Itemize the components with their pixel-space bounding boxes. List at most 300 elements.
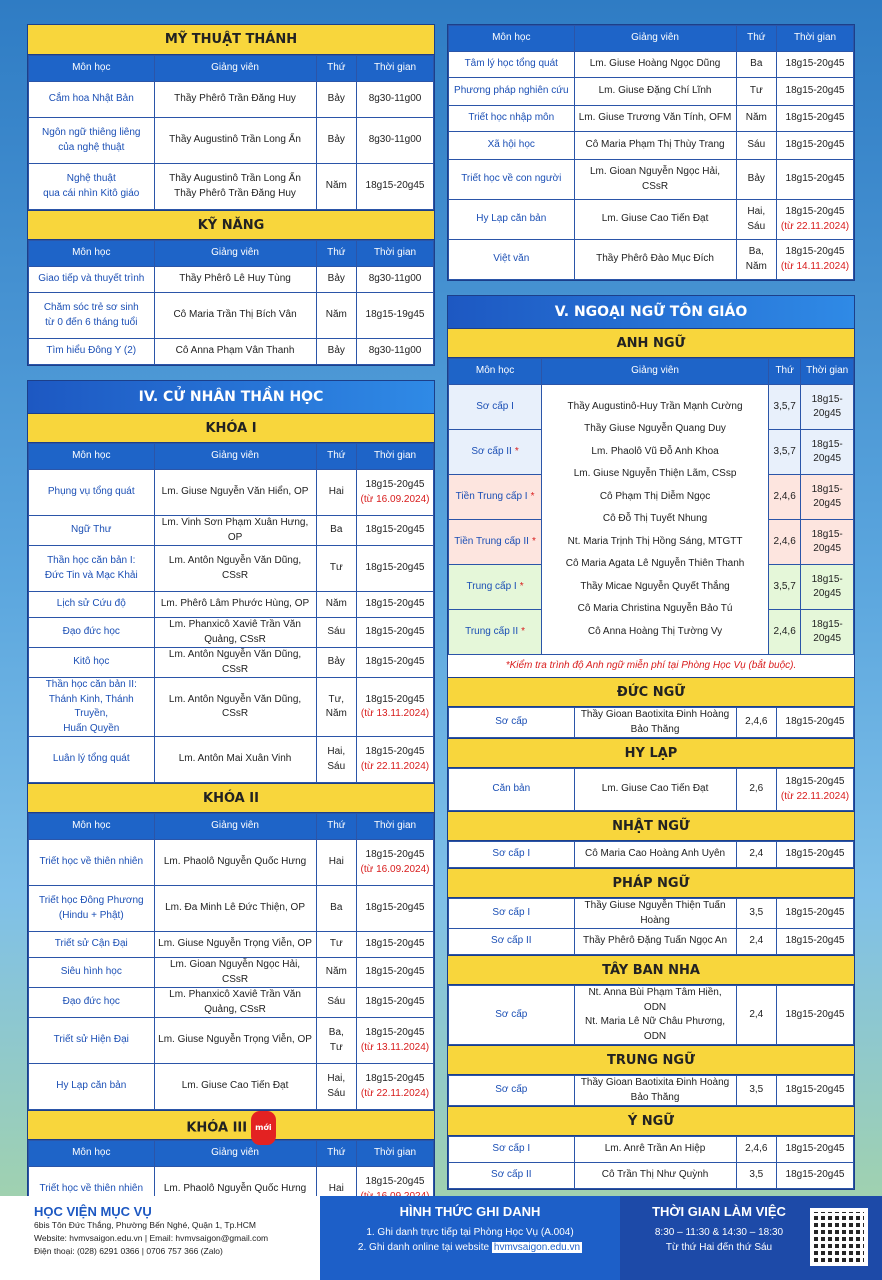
column-header: Giảng viên — [154, 56, 316, 82]
table-header-row — [449, 359, 854, 385]
my-thuat-table — [28, 55, 434, 210]
course-name: Sơ cấp — [449, 1076, 575, 1106]
time-value: 18g15-20g45 — [785, 1008, 845, 1020]
lecturer: Cô Phạm Thị Diễm Ngọc — [599, 490, 711, 502]
time-value: 18g15-20g45 — [785, 139, 845, 151]
table-row — [449, 1163, 854, 1189]
weekday: 2,4,6 — [736, 1137, 777, 1163]
table-row — [29, 886, 434, 932]
ky-nang-title: KỸ NĂNG — [28, 210, 434, 240]
time — [777, 1163, 854, 1189]
time — [777, 78, 854, 106]
org-name: HỌC VIỆN MỤC VỤ — [34, 1204, 152, 1219]
level-name: Tiền Trung cấp II — [454, 535, 529, 547]
nhat-ngu-title: NHẬT NGỮ — [448, 811, 854, 841]
start-date: (từ 22.11.2024) — [360, 1087, 430, 1099]
weekday: 3,5 — [736, 899, 777, 929]
time — [777, 929, 854, 955]
course-name: Ngữ Thư — [29, 516, 155, 546]
weekday: Tư — [736, 78, 777, 106]
weekday: Ba, Tư — [316, 1018, 357, 1064]
table-row — [449, 52, 854, 78]
time — [777, 240, 854, 280]
time-value: 8g30-11g00 — [368, 273, 422, 285]
time-value: 18g15-20g45 — [365, 1073, 425, 1084]
right-column — [447, 24, 855, 1204]
lecturer: Lm. Antôn Nguyễn Văn Dũng, CSsR — [154, 678, 316, 737]
weekday: Bảy — [736, 160, 777, 200]
course-name: Sơ cấp I — [449, 842, 575, 868]
lecturer: Cô Anna Phạm Vân Thanh — [154, 339, 316, 365]
weekday: Tư — [316, 932, 357, 958]
lecturer: Lm. Phanxicô Xaviê Trần Văn Quảng, CSsR — [154, 618, 316, 648]
lecturer: Lm. Phaolô Nguyễn Quốc Hưng — [154, 1167, 316, 1213]
course-name: Giao tiếp và thuyết trình — [29, 267, 155, 293]
table-row — [29, 164, 434, 210]
table-row — [449, 842, 854, 868]
column-header: Thứ — [316, 241, 357, 267]
course-name: Triết học Đông Phương (Hindu + Phật) — [29, 886, 155, 932]
required-star: * — [530, 490, 535, 502]
time — [777, 769, 854, 811]
time — [357, 678, 434, 737]
table-row — [449, 385, 854, 430]
weekday: 2,4,6 — [768, 610, 800, 655]
column-header: Môn học — [449, 26, 575, 52]
table-row — [29, 293, 434, 339]
column-header: Giảng viên — [154, 1141, 316, 1167]
table-row — [29, 988, 434, 1018]
table-row — [29, 339, 434, 365]
time-value: 8g30-11g00 — [368, 134, 422, 146]
duc-ngu-title: ĐỨC NGỮ — [448, 677, 854, 707]
time-value: 18g15-20g45 — [365, 479, 425, 490]
table-row — [29, 82, 434, 118]
khoa1-table — [28, 443, 434, 783]
course-name: Nghệ thuật qua cái nhìn Kitô giáo — [29, 164, 155, 210]
time-value: 18g15-20g45 — [785, 85, 845, 97]
column-header: Giảng viên — [154, 814, 316, 840]
weekday: 3,5,7 — [768, 565, 800, 610]
required-star: * — [531, 535, 536, 547]
table-row — [29, 1018, 434, 1064]
weekday: 2,4 — [736, 986, 777, 1045]
weekday: Hai, Sáu — [736, 200, 777, 240]
time — [777, 842, 854, 868]
time — [357, 592, 434, 618]
column-header: Thời gian — [357, 814, 434, 840]
hours-time: 8:30 – 11:30 & 14:30 – 18:30 — [654, 1227, 784, 1238]
column-header: Thứ — [316, 444, 357, 470]
course-name: Luân lý tổng quát — [29, 737, 155, 783]
time-value: 18g15-20g45 — [785, 848, 845, 860]
footer-hours — [620, 1196, 882, 1280]
y-ngu-table — [448, 1136, 854, 1189]
weekday: Ba, Năm — [736, 240, 777, 280]
weekday: 2,4,6 — [736, 708, 777, 738]
course-name: Phương pháp nghiên cứu — [449, 78, 575, 106]
table-row — [29, 678, 434, 737]
hy-lap-title: HY LẠP — [448, 738, 854, 768]
level-name: Sơ cấp I — [476, 400, 514, 412]
course-name: Sơ cấp II — [449, 1163, 575, 1189]
time-value: 18g15-20g45 — [785, 907, 845, 919]
time — [777, 200, 854, 240]
course-name: Đạo đức học — [29, 988, 155, 1018]
trung-ngu-table — [448, 1075, 854, 1106]
time — [777, 986, 854, 1045]
course-name: Cắm hoa Nhật Bản — [29, 82, 155, 118]
table-row — [29, 737, 434, 783]
table-row — [449, 708, 854, 738]
course-name: Việt văn — [449, 240, 575, 280]
footer-registration — [320, 1196, 620, 1280]
table-row — [449, 769, 854, 811]
time-value: 18g15-20g45 — [785, 1084, 845, 1096]
table-row — [29, 932, 434, 958]
footer-contact — [0, 1196, 320, 1280]
lecturer: Lm. Giuse Nguyễn Trọng Viễn, OP — [154, 1018, 316, 1064]
course-name: Triết học về thiên nhiên — [29, 1167, 155, 1213]
time-value: 18g15-20g45 — [365, 598, 425, 610]
lecturer: Cô Maria Cao Hoàng Anh Uyên — [574, 842, 736, 868]
time: 18g15-20g45 — [801, 610, 854, 655]
time-value: 18g15-20g45 — [785, 206, 845, 217]
course-name — [449, 385, 542, 430]
course-name: Triết học về thiên nhiên — [29, 840, 155, 886]
weekday: Ba — [316, 516, 357, 546]
khoa3-title-text: KHÓA III — [186, 1120, 248, 1136]
weekday: Bảy — [316, 82, 357, 118]
course-name: Hy Lạp căn bản — [449, 200, 575, 240]
duc-ngu-table — [448, 707, 854, 738]
time — [357, 470, 434, 516]
weekday: Ba — [316, 886, 357, 932]
course-name: Phụng vụ tổng quát — [29, 470, 155, 516]
course-name — [449, 610, 542, 655]
lecturer: Lm. Giuse Nguyễn Văn Hiển, OP — [154, 470, 316, 516]
time-value: 18g15-20g45 — [365, 746, 425, 757]
table-row — [449, 929, 854, 955]
weekday: Sáu — [736, 132, 777, 160]
time — [357, 932, 434, 958]
tay-ban-nha-table — [448, 985, 854, 1045]
time: 18g15-20g45 — [801, 565, 854, 610]
right-top-section — [447, 24, 855, 281]
trung-ngu-title: TRUNG NGỮ — [448, 1045, 854, 1075]
lecturer: Lm. Giuse Cao Tiến Đạt — [574, 769, 736, 811]
anh-ngu-note: *Kiểm tra trình độ Anh ngữ miễn phí tại Phòng Học Vụ (bắt buộc). — [505, 660, 797, 671]
cu-nhan-section — [27, 380, 435, 1214]
time-value: 18g15-20g45 — [365, 996, 425, 1008]
lecturer: Thầy Giuse Nguyễn Thiện Tuấn Hoàng — [574, 899, 736, 929]
table-header-row — [29, 241, 434, 267]
lecturer: Lm. Giuse Nguyễn Thiện Lãm, CSsp — [573, 468, 737, 480]
weekday: Tư — [316, 546, 357, 592]
lecturer: Thầy Gioan Baotixita Đinh Hoàng Bảo Thăng — [574, 708, 736, 738]
table-row — [29, 516, 434, 546]
time — [777, 1076, 854, 1106]
time-value: 18g15-20g45 — [785, 776, 845, 787]
lecturer: Thầy Phêrô Lê Huy Tùng — [154, 267, 316, 293]
weekday: Bảy — [316, 267, 357, 293]
table-row — [29, 958, 434, 988]
time-value: 18g15-20g45 — [365, 562, 425, 574]
course-name: Triết sử Hiện Đại — [29, 1018, 155, 1064]
table-row — [449, 899, 854, 929]
column-header: Môn học — [29, 444, 155, 470]
lecturer: Thầy Phêrô Đặng Tuấn Ngọc An — [574, 929, 736, 955]
time — [357, 267, 434, 293]
hours-title: THỜI GIAN LÀM VIỆC — [652, 1204, 786, 1219]
table-row — [29, 840, 434, 886]
course-name: Thần học căn bản II: Thánh Kinh, Thánh Truyền, Huấn Quyền — [29, 678, 155, 737]
weekday: Năm — [316, 958, 357, 988]
start-date: (từ 13.11.2024) — [360, 1041, 430, 1053]
table-row — [29, 470, 434, 516]
weekday: 2,4,6 — [768, 520, 800, 565]
table-row — [449, 986, 854, 1045]
table-header-row — [29, 814, 434, 840]
column-header: Thứ — [736, 26, 777, 52]
khoa1-title: KHÓA I — [28, 413, 434, 443]
time: 18g15-20g45 — [801, 520, 854, 565]
table-row — [449, 106, 854, 132]
weekday: Sáu — [316, 988, 357, 1018]
course-name: Đạo đức học — [29, 618, 155, 648]
ngoai-ngu-title: V. NGOẠI NGỮ TÔN GIÁO — [448, 296, 854, 328]
table-row — [29, 267, 434, 293]
course-name: Ngôn ngữ thiêng liêng của nghệ thuật — [29, 118, 155, 164]
course-name: Tìm hiểu Đông Y (2) — [29, 339, 155, 365]
required-star: * — [519, 580, 524, 592]
course-name — [449, 475, 542, 520]
lecturer: Lm. Đa Minh Lê Đức Thiện, OP — [154, 886, 316, 932]
column-header: Giảng viên — [542, 359, 769, 385]
lecturer: Nt. Anna Bùi Phạm Tâm Hiền, ODN Nt. Maria Lê Nữ Châu Phương, ODN — [574, 986, 736, 1045]
time — [357, 546, 434, 592]
khoa2-title: KHÓA II — [28, 783, 434, 813]
table-row — [449, 1076, 854, 1106]
table-row — [29, 618, 434, 648]
column-header: Giảng viên — [574, 26, 736, 52]
time — [357, 516, 434, 546]
time — [777, 899, 854, 929]
table-row — [449, 200, 854, 240]
lecturer: Lm. Phêrô Lâm Phước Hùng, OP — [154, 592, 316, 618]
time-value: 8g30-11g00 — [368, 345, 422, 357]
weekday: Năm — [736, 106, 777, 132]
table-header-row — [449, 26, 854, 52]
column-header: Thời gian — [777, 26, 854, 52]
time — [777, 132, 854, 160]
time — [357, 1064, 434, 1110]
level-name: Trung cấp I — [466, 580, 517, 592]
table-row — [29, 546, 434, 592]
time-value: 18g15-20g45 — [365, 1176, 425, 1187]
lecturer: Thầy Augustinô Trần Long Ẩn — [154, 118, 316, 164]
time — [357, 164, 434, 210]
lecturer: Thầy Phêrô Đào Mục Đích — [574, 240, 736, 280]
time-value: 18g15-20g45 — [365, 626, 425, 638]
course-name: Hy Lạp căn bản — [29, 1064, 155, 1110]
start-date: (từ 22.11.2024) — [780, 790, 850, 802]
start-date: (từ 14.11.2024) — [780, 260, 850, 272]
lecturer: Cô Trần Thị Như Quỳnh — [574, 1163, 736, 1189]
cu-nhan-title: IV. CỬ NHÂN THẦN HỌC — [28, 381, 434, 413]
level-name: Trung cấp II — [465, 625, 519, 637]
weekday: 2,4 — [736, 929, 777, 955]
weekday: 3,5 — [736, 1163, 777, 1189]
lecturer: Thầy Augustinô Trần Long Ẩn Thầy Phêrô Trần Đăng Huy — [154, 164, 316, 210]
time — [357, 293, 434, 339]
weekday: Ba — [736, 52, 777, 78]
qr-code-icon[interactable] — [810, 1208, 868, 1266]
course-name: Xã hội học — [449, 132, 575, 160]
lecturer: Lm. Antôn Nguyễn Văn Dũng, CSsR — [154, 648, 316, 678]
lecturer: Cô Đỗ Thị Tuyết Nhung — [602, 513, 708, 525]
anh-ngu-table — [448, 358, 854, 655]
column-header: Thứ — [768, 359, 800, 385]
time — [357, 886, 434, 932]
time-value: 18g15-20g45 — [365, 902, 425, 914]
my-thuat-section — [27, 24, 435, 366]
weekday: Bảy — [316, 339, 357, 365]
right-top-table — [448, 25, 854, 280]
table-row — [29, 118, 434, 164]
time-value: 18g15-20g45 — [785, 112, 845, 124]
footer — [0, 1196, 882, 1280]
lecturer: Lm. Gioan Nguyễn Ngọc Hải, CSsR — [154, 958, 316, 988]
anh-ngu-title: ANH NGỮ — [448, 328, 854, 358]
time-value: 18g15-20g45 — [365, 693, 425, 705]
start-date: (từ 16.09.2024) — [360, 493, 430, 505]
course-name: Căn bản — [449, 769, 575, 811]
weekday: Bảy — [316, 118, 357, 164]
start-date: (từ 22.11.2024) — [360, 760, 430, 772]
course-name: Sơ cấp II — [449, 929, 575, 955]
lecturer: Lm. Giuse Hoàng Ngọc Dũng — [574, 52, 736, 78]
time-value: 18g15-20g45 — [365, 849, 425, 860]
required-star: * — [521, 625, 526, 637]
time-value: 18g15-19g45 — [365, 309, 425, 321]
time — [777, 1137, 854, 1163]
ngoai-ngu-section — [447, 295, 855, 1190]
course-name: Sơ cấp — [449, 986, 575, 1045]
table-header-row — [29, 56, 434, 82]
lecturer: Lm. Giuse Trương Văn Tính, OFM — [574, 106, 736, 132]
lecturer: Thầy Augustinô-Huy Trần Mạnh Cường — [567, 400, 743, 412]
time-value: 18g15-20g45 — [785, 246, 845, 257]
weekday: 2,4 — [736, 842, 777, 868]
time-value: 18g15-20g45 — [365, 656, 425, 668]
column-header: Thứ — [316, 1141, 357, 1167]
table-header-row — [29, 444, 434, 470]
time — [777, 160, 854, 200]
contact-links[interactable]: Website: hvmvsaigon.edu.vn | Email: hvmvsaigon@gmail.com — [34, 1233, 269, 1243]
column-header: Thứ — [316, 814, 357, 840]
time: 18g15-20g45 — [801, 385, 854, 430]
time — [357, 988, 434, 1018]
column-header: Môn học — [29, 241, 155, 267]
lecturer: Lm. Phaolô Nguyễn Quốc Hưng — [154, 840, 316, 886]
new-badge: mới — [251, 1111, 276, 1145]
level-name: Sơ cấp II — [471, 445, 512, 457]
column-header: Giảng viên — [154, 241, 316, 267]
course-name: Thần học căn bản I: Đức Tin và Mạc Khải — [29, 546, 155, 592]
phap-ngu-table — [448, 898, 854, 955]
lecturer: Lm. Antôn Mai Xuân Vinh — [154, 737, 316, 783]
weekday: Bảy — [316, 648, 357, 678]
course-name — [449, 520, 542, 565]
weekday: Hai — [316, 470, 357, 516]
table-row — [449, 78, 854, 106]
phap-ngu-title: PHÁP NGỮ — [448, 868, 854, 898]
table-row — [29, 1064, 434, 1110]
column-header: Môn học — [449, 359, 542, 385]
left-column — [27, 24, 435, 1228]
course-name: Kitô học — [29, 648, 155, 678]
time-value: 18g15-20g45 — [785, 716, 845, 728]
my-thuat-title: MỸ THUẬT THÁNH — [28, 25, 434, 55]
column-header: Thời gian — [357, 444, 434, 470]
registration-website-link[interactable]: hvmvsaigon.edu.vn — [493, 1242, 581, 1253]
weekday: Tư, Năm — [316, 678, 357, 737]
course-name: Chăm sóc trẻ sơ sinh từ 0 đến 6 tháng tuổi — [29, 293, 155, 339]
lecturer: Lm. Giuse Đặng Chí Lĩnh — [574, 78, 736, 106]
table-row — [449, 240, 854, 280]
course-name: Triết sử Cận Đại — [29, 932, 155, 958]
lecturer: Lm. Vinh Sơn Phạm Xuân Hưng, OP — [154, 516, 316, 546]
course-name: Triết học nhập môn — [449, 106, 575, 132]
lecturer: Lm. Giuse Cao Tiến Đạt — [154, 1064, 316, 1110]
table-row — [449, 1137, 854, 1163]
lecturer: Cô Maria Christina Nguyễn Bảo Tú — [577, 603, 733, 615]
time — [777, 708, 854, 738]
time-value: 18g15-20g45 — [365, 1027, 425, 1038]
weekday: Hai, Sáu — [316, 1064, 357, 1110]
hours-days: Từ thứ Hai đến thứ Sáu — [665, 1242, 773, 1253]
weekday: 3,5,7 — [768, 430, 800, 475]
time: 18g15-20g45 — [801, 475, 854, 520]
time-value: 18g15-20g45 — [365, 524, 425, 536]
weekday: Năm — [316, 164, 357, 210]
khoa3-title — [28, 1110, 434, 1140]
lecturer: Lm. Phaolô Vũ Đỗ Anh Khoa — [591, 445, 719, 457]
time — [357, 1018, 434, 1064]
time — [357, 82, 434, 118]
time — [357, 958, 434, 988]
lecturer: Lm. Antôn Nguyễn Văn Dũng, CSsR — [154, 546, 316, 592]
time-value: 18g15-20g45 — [365, 180, 425, 192]
time-value: 18g15-20g45 — [785, 173, 845, 185]
lecturer: Lm. Phanxicô Xaviê Trần Văn Quảng, CSsR — [154, 988, 316, 1018]
lecturer: Cô Maria Phạm Thị Thùy Trang — [574, 132, 736, 160]
column-header: Thứ — [316, 56, 357, 82]
table-header-row — [29, 1141, 434, 1167]
course-name: Sơ cấp I — [449, 899, 575, 929]
weekday: 2,6 — [736, 769, 777, 811]
weekday: Hai — [316, 840, 357, 886]
level-name: Tiền Trung cấp I — [455, 490, 528, 502]
time-value: 18g15-20g45 — [365, 966, 425, 978]
column-header: Môn học — [29, 814, 155, 840]
time-value: 8g30-11g00 — [368, 93, 422, 105]
time — [777, 52, 854, 78]
nhat-ngu-table — [448, 841, 854, 868]
hy-lap-table — [448, 768, 854, 811]
registration-title: HÌNH THỨC GHI DANH — [399, 1204, 541, 1219]
